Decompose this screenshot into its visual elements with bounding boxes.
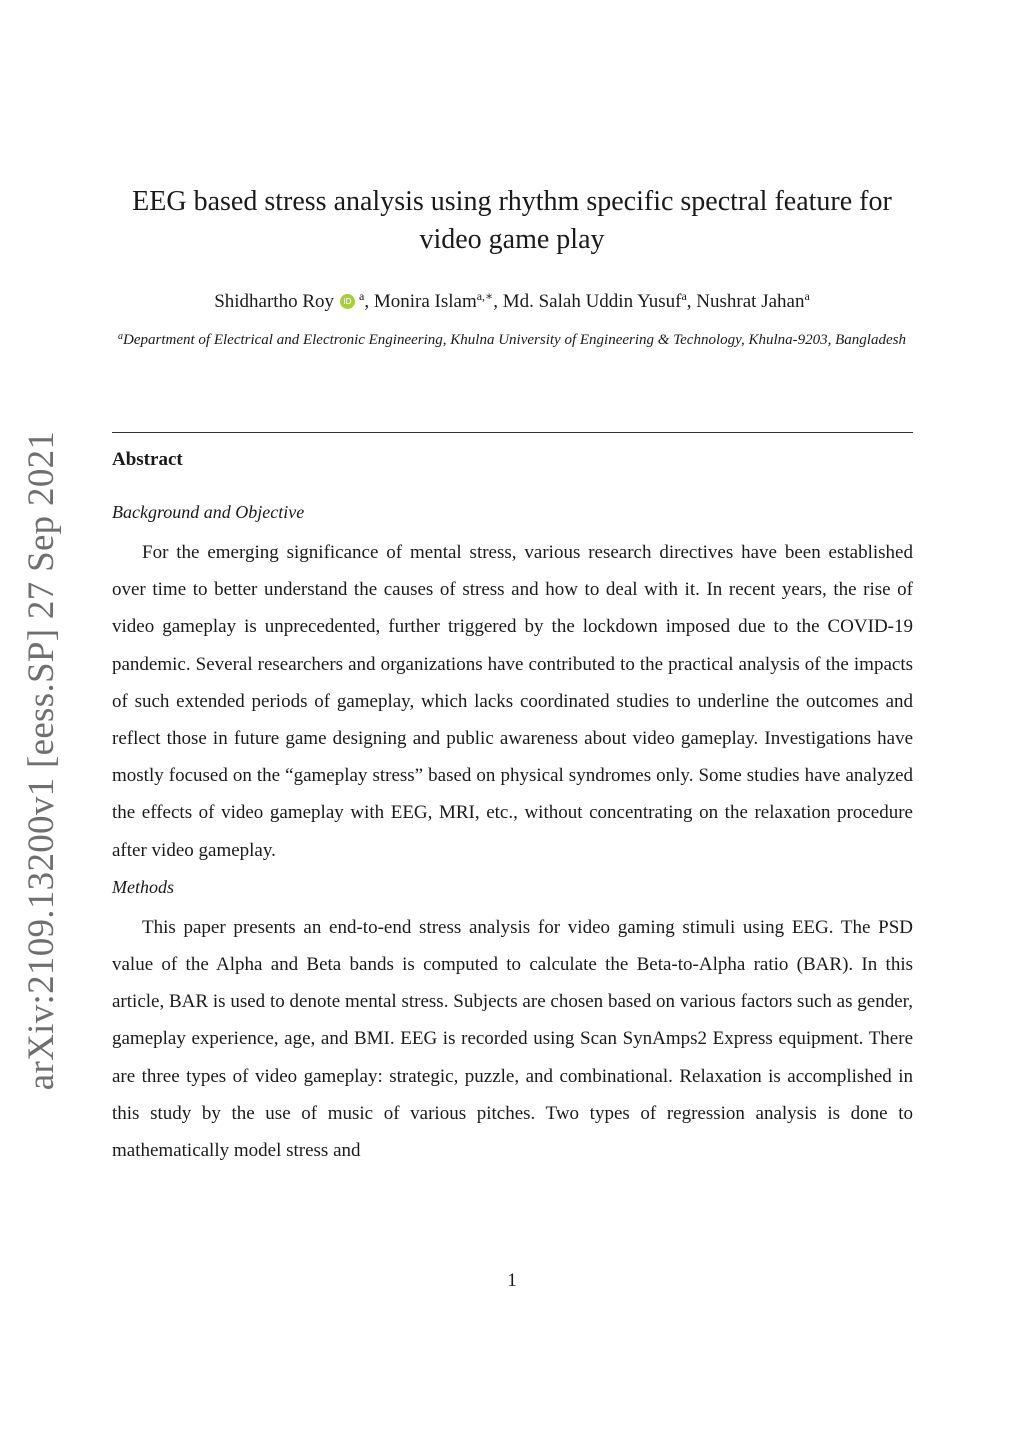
abstract-block bbox=[112, 446, 913, 1175]
author-name: Md. Salah Uddin Yusuf bbox=[502, 291, 682, 312]
author-affiliation-mark: a bbox=[681, 289, 687, 303]
paper-title: EEG based stress analysis using rhythm specific spectral feature for video game play bbox=[132, 186, 892, 255]
author-affiliation-mark: a bbox=[359, 289, 365, 303]
section-paragraph-methods: This paper presents an end-to-end stress analysis for video gaming stimuli using EEG. The PSD value of the Alpha and Beta bands is computed to calculate the Beta-to-Alpha ratio (BAR). In this article, BAR is used to denote mental stress. Subjects are chosen based on various factors such as gender, gameplay experience, age, and BMI. EEG is recorded using Scan SynAmps2 Express equipment. There are three types of video gameplay: strategic, puzzle, and combinational. Relaxation is accomplished in this study by the use of music of various pitches. Two types of regression analysis is done to mathematically model stress and bbox=[112, 916, 913, 1162]
author-affiliation-mark: a,∗ bbox=[476, 289, 494, 303]
abstract-top-rule bbox=[112, 432, 913, 433]
affiliation-text: Department of Electrical and Electronic Engineering, Khulna University of Engineering & Technology, Khulna-9203, Bangladesh bbox=[123, 332, 906, 348]
orcid-icon[interactable]: iD bbox=[340, 294, 355, 309]
arxiv-identifier-stamp bbox=[12, 430, 72, 1090]
section-heading-background: Background and Objective bbox=[112, 502, 305, 522]
section-heading-methods: Methods bbox=[112, 876, 174, 897]
affiliation bbox=[100, 330, 924, 351]
author-affiliation-mark: a bbox=[804, 289, 810, 303]
page-number: 1 bbox=[507, 1270, 517, 1291]
section-paragraph-background: For the emerging significance of mental stress, various research directives have been established over time to better understand the causes of stress and how to deal with it. In recent years, the rise of video gameplay is unprecedented, further triggered by the lockdown imposed due to the COVID-19 pandemic. Several researchers and organizations have contributed to the practical analysis of the impacts of such extended periods of gameplay, which lacks coordinated studies to underline the outcomes and reflect those in future game designing and public awareness about video gameplay. Investigations have mostly focused on the “gameplay stress” based on physical syndromes only. Some studies have analyzed the effects of video gameplay with EEG, MRI, etc., without concentrating on the relaxation procedure after video gameplay. bbox=[112, 542, 913, 861]
abstract-heading: Abstract bbox=[112, 449, 183, 470]
author-list: Shidhartho Roy iD $^a$, Monira Islam$^{a,∗}$, Md. Salah Uddin Yusuf$^a$, Nushrat Jahan$^a$ bbox=[214, 289, 810, 312]
affiliation-mark: a bbox=[118, 331, 124, 342]
author-name: Monira Islam bbox=[373, 291, 477, 312]
author-name: Shidhartho Roy bbox=[214, 291, 334, 312]
arxiv-identifier-text: arXiv:2109.13200v1 [eess.SP] 27 Sep 2021 bbox=[21, 430, 63, 1090]
author-name: Nushrat Jahan bbox=[696, 291, 805, 312]
